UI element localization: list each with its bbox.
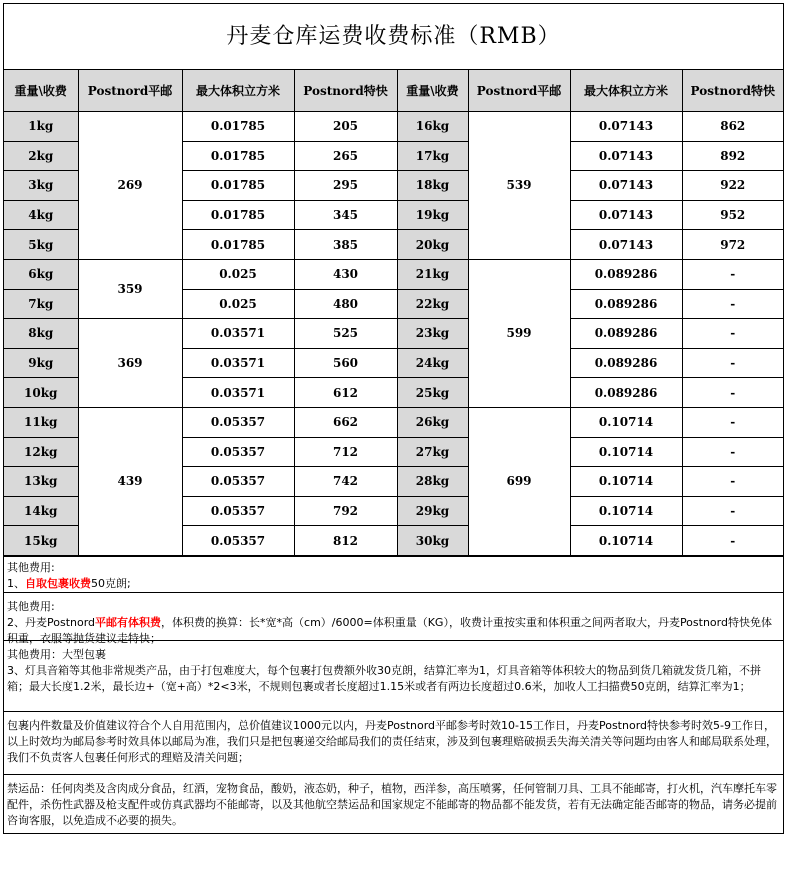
max-volume-cell: 0.10714 [570,496,682,526]
express-price-cell: 922 [682,171,783,201]
fee-sheet [3,3,784,834]
express-price-cell: 952 [682,200,783,230]
max-volume-cell: 0.05357 [182,526,294,556]
express-price-cell: 742 [294,467,397,497]
column-header: 最大体积立方米 [570,70,682,112]
weight-cell: 21kg [397,259,468,289]
max-volume-cell: 0.07143 [570,141,682,171]
table-row [4,407,783,437]
note-text: 包裹内件数量及价值建议符合个人自用范围内，总价值建议1000元以内，丹麦Postnord平邮参考时效10-15工作日，丹麦Postnord特快参考时效5-9工作日，以上时效均为邮局参考时效具体以邮局为准，我们只是把包裹递交给邮局我们的责任结束，涉及到包裹理赔破损丢失海关清关等问题均由客人和邮局联系处理，我们不负责客人包裹任何形式的理赔及清关问题； [7,718,777,764]
max-volume-cell: 0.05357 [182,467,294,497]
surface-mail-price: 439 [78,407,182,555]
weight-cell: 16kg [397,112,468,142]
note-prefix: 1、 [7,576,25,590]
max-volume-cell: 0.07143 [570,200,682,230]
weight-cell: 15kg [4,526,78,556]
express-price-cell: 662 [294,407,397,437]
weight-cell: 20kg [397,230,468,260]
max-volume-cell: 0.07143 [570,171,682,201]
surface-mail-price: 539 [468,112,570,260]
max-volume-cell: 0.03571 [182,348,294,378]
weight-cell: 18kg [397,171,468,201]
note-text [7,576,779,592]
max-volume-cell: 0.01785 [182,141,294,171]
express-price-cell: 560 [294,348,397,378]
note-heading: 其他费用：大型包裹 [7,647,106,661]
note-suffix: ，体积费的换算：长*宽*高（cm）/6000=体积重量（KG），收费计重按实重和体积重之间两者取大，丹麦Postnord特快免体积重，衣服等抛货建议走特快； [7,615,772,645]
note-prefix: 2、丹麦Postnord [7,615,96,629]
max-volume-cell: 0.10714 [570,407,682,437]
surface-mail-price: 359 [78,259,182,318]
weight-cell: 10kg [4,378,78,408]
max-volume-cell: 0.01785 [182,171,294,201]
max-volume-cell: 0.03571 [182,319,294,349]
weight-cell: 27kg [397,437,468,467]
weight-cell: 30kg [397,526,468,556]
express-price-cell: 812 [294,526,397,556]
express-price-cell: - [682,348,783,378]
note-text: 禁运品：任何肉类及含肉成分食品，红酒，宠物食品，酸奶，液态奶，种子，植物，西洋参，高压喷雾，任何管制刀具、工具不能邮寄，打火机，汽车摩托车零配件，杀伤性武器及枪支配件或仿真武器均不能邮寄，以及其他航空禁运品和国家规定不能邮寄的物品都不能发货，若有无法确定能否邮寄的物品，请务必提前咨询客服，以免造成不必要的损失。 [7,781,777,827]
weight-cell: 12kg [4,437,78,467]
max-volume-cell: 0.089286 [570,259,682,289]
express-price-cell: - [682,496,783,526]
table-row [4,259,783,289]
express-price-cell: 862 [682,112,783,142]
max-volume-cell: 0.07143 [570,230,682,260]
highlight-volume-fee: 平邮有体积费 [95,615,162,629]
column-header: Postnord特快 [682,70,783,112]
max-volume-cell: 0.01785 [182,112,294,142]
note-text: 3、灯具音箱等其他非常规类产品，由于打包难度大，每个包裹打包费额外收30克朗，结算汇率为1，灯具音箱等体积较大的物品到货几箱就发货几箱，不拼箱；最大长度1.2米，最长边+（宽+高）*2<3米，不规则包裹或者长度超过1.15米或者有两边长度超过0.6米，加收人工扫描费50克朗，结算汇率为1； [7,663,761,693]
note-heading: 其他费用: [7,599,55,613]
note-heading: 其他费用: [7,560,55,574]
express-price-cell: - [682,526,783,556]
express-price-cell: 385 [294,230,397,260]
note-value-and-timing [4,711,783,774]
note-volume-fee [4,592,783,645]
max-volume-cell: 0.089286 [570,319,682,349]
max-volume-cell: 0.089286 [570,378,682,408]
max-volume-cell: 0.10714 [570,467,682,497]
max-volume-cell: 0.01785 [182,230,294,260]
weight-cell: 5kg [4,230,78,260]
column-header: Postnord平邮 [468,70,570,112]
express-price-cell: 480 [294,289,397,319]
column-header: 重量\收费 [397,70,468,112]
express-price-cell: - [682,319,783,349]
page-title: 丹麦仓库运费收费标准（RMB） [4,4,783,70]
weight-cell: 19kg [397,200,468,230]
max-volume-cell: 0.089286 [570,289,682,319]
table-row [4,112,783,142]
weight-cell: 22kg [397,289,468,319]
weight-cell: 8kg [4,319,78,349]
weight-cell: 4kg [4,200,78,230]
max-volume-cell: 0.089286 [570,348,682,378]
surface-mail-price: 369 [78,319,182,408]
max-volume-cell: 0.025 [182,289,294,319]
express-price-cell: - [682,467,783,497]
express-price-cell: - [682,289,783,319]
fee-table [4,70,783,556]
max-volume-cell: 0.05357 [182,407,294,437]
note-prohibited-items [4,774,783,833]
express-price-cell: 892 [682,141,783,171]
express-price-cell: 525 [294,319,397,349]
express-price-cell: 295 [294,171,397,201]
note-pickup-fee [4,556,783,592]
max-volume-cell: 0.05357 [182,437,294,467]
express-price-cell: 430 [294,259,397,289]
column-header: 重量\收费 [4,70,78,112]
surface-mail-price: 699 [468,407,570,555]
weight-cell: 6kg [4,259,78,289]
weight-cell: 13kg [4,467,78,497]
weight-cell: 17kg [397,141,468,171]
weight-cell: 29kg [397,496,468,526]
weight-cell: 28kg [397,467,468,497]
express-price-cell: 792 [294,496,397,526]
column-header: Postnord特快 [294,70,397,112]
express-price-cell: 265 [294,141,397,171]
express-price-cell: 205 [294,112,397,142]
max-volume-cell: 0.10714 [570,526,682,556]
express-price-cell: 345 [294,200,397,230]
max-volume-cell: 0.025 [182,259,294,289]
express-price-cell: 972 [682,230,783,260]
express-price-cell: - [682,407,783,437]
weight-cell: 23kg [397,319,468,349]
express-price-cell: 712 [294,437,397,467]
weight-cell: 14kg [4,496,78,526]
max-volume-cell: 0.03571 [182,378,294,408]
max-volume-cell: 0.10714 [570,437,682,467]
weight-cell: 26kg [397,407,468,437]
weight-cell: 11kg [4,407,78,437]
weight-cell: 7kg [4,289,78,319]
surface-mail-price: 269 [78,112,182,260]
column-header: 最大体积立方米 [182,70,294,112]
weight-cell: 9kg [4,348,78,378]
weight-cell: 2kg [4,141,78,171]
express-price-cell: - [682,437,783,467]
highlight-pickup-fee: 自取包裹收费 [25,576,91,590]
table-row [4,319,783,349]
max-volume-cell: 0.01785 [182,200,294,230]
weight-cell: 24kg [397,348,468,378]
weight-cell: 1kg [4,112,78,142]
weight-cell: 25kg [397,378,468,408]
note-suffix: 50克朗; [91,576,131,590]
express-price-cell: - [682,259,783,289]
column-header: Postnord平邮 [78,70,182,112]
express-price-cell: - [682,378,783,408]
surface-mail-price: 599 [468,259,570,407]
weight-cell: 3kg [4,171,78,201]
max-volume-cell: 0.05357 [182,496,294,526]
note-large-parcel [4,640,783,711]
max-volume-cell: 0.07143 [570,112,682,142]
express-price-cell: 612 [294,378,397,408]
